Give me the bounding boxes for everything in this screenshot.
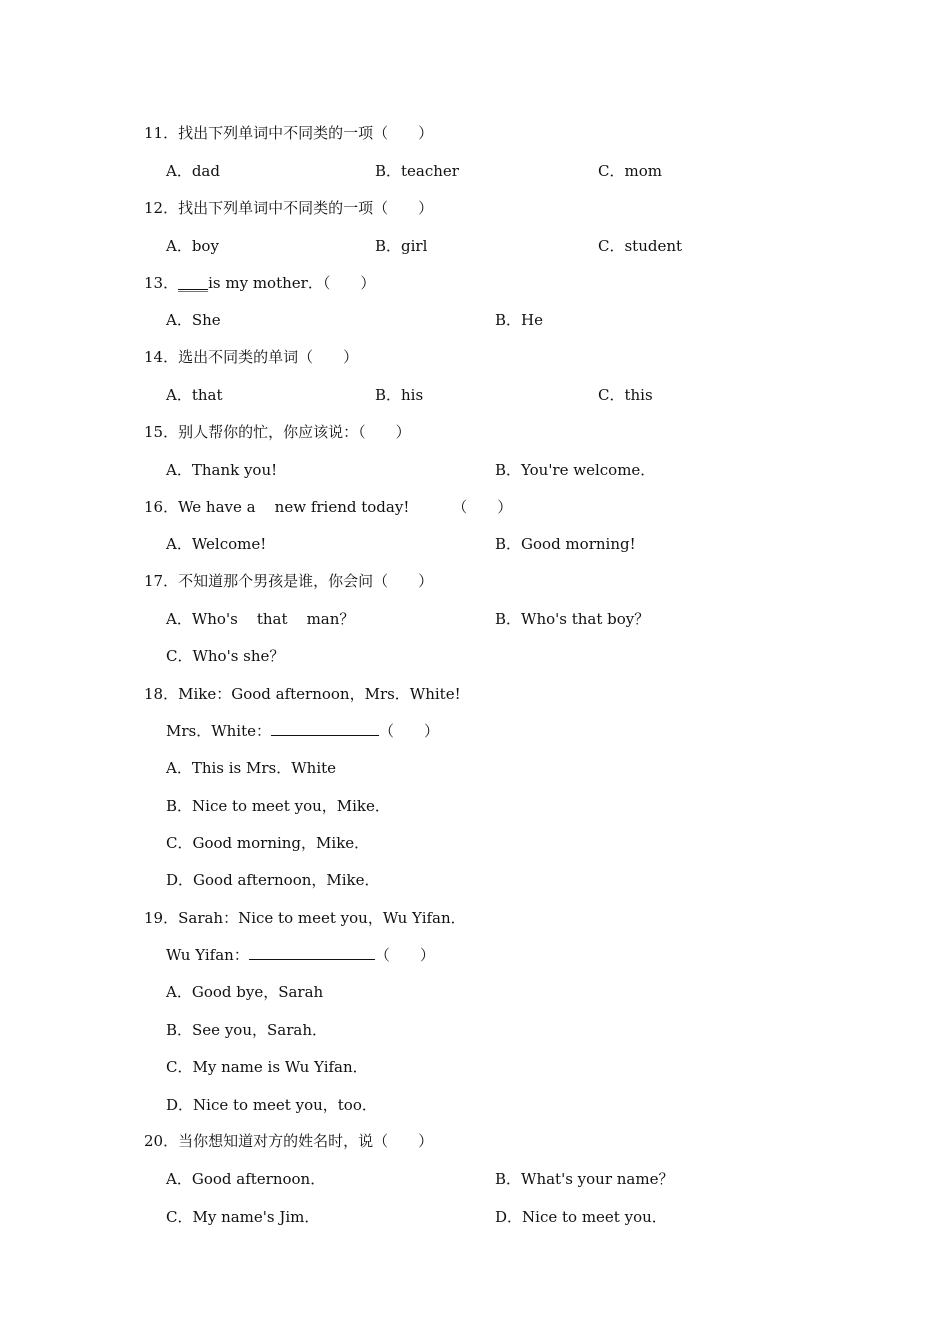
question-18-stem: 18．Mike：Good afternoon，Mrs．White!	[144, 685, 461, 703]
question-11-option-a[interactable]: A．dad	[166, 162, 220, 180]
answer-blank[interactable]	[271, 721, 379, 736]
question-14-option-a[interactable]: A．that	[166, 386, 223, 404]
question-13-option-b[interactable]: B．He	[495, 311, 543, 329]
question-20-stem: 20．当你想知道对方的姓名时，说（ ）	[144, 1132, 434, 1150]
question-20-option-d[interactable]: D．Nice to meet you．	[495, 1208, 667, 1226]
question-12-option-b[interactable]: B．girl	[375, 237, 428, 255]
question-17-stem: 17．不知道那个男孩是谁，你会问（ ）	[144, 572, 434, 590]
question-19-stem: 19．Sarah：Nice to meet you，Wu Yifan．	[144, 909, 466, 927]
question-11-option-c[interactable]: C．mom	[598, 162, 662, 180]
question-18-option-d[interactable]: D．Good afternoon，Mike．	[166, 871, 380, 889]
question-11-stem: 11．找出下列单词中不同类的一项（ ）	[144, 124, 434, 142]
question-17-option-b[interactable]: B．Who's that boy？	[495, 610, 650, 628]
question-18-option-b[interactable]: B．Nice to meet you，Mike．	[166, 797, 390, 815]
question-18-option-c[interactable]: C．Good morning，Mike．	[166, 834, 370, 852]
question-20-option-b[interactable]: B．What's your name？	[495, 1170, 674, 1188]
question-11-option-b[interactable]: B．teacher	[375, 162, 459, 180]
question-16-stem: 16．We have a new friend today! （ ）	[144, 498, 513, 516]
question-12-option-c[interactable]: C．student	[598, 237, 683, 255]
question-17-option-c[interactable]: C．Who's she？	[166, 647, 285, 665]
question-15-option-b[interactable]: B．You're welcome．	[495, 461, 656, 479]
question-16-option-b[interactable]: B．Good morning!	[495, 535, 636, 553]
question-18-reply: Mrs．White： （ ）	[166, 722, 440, 740]
question-19-option-b[interactable]: B．See you，Sarah．	[166, 1021, 327, 1039]
question-14-stem: 14．选出不同类的单词（ ）	[144, 348, 359, 366]
question-12-option-a[interactable]: A．boy	[166, 237, 219, 255]
question-15-option-a[interactable]: A．Thank you!	[166, 461, 278, 479]
question-16-option-a[interactable]: A．Welcome!	[166, 535, 267, 553]
question-19-option-a[interactable]: A．Good bye，Sarah	[166, 983, 324, 1001]
question-14-option-b[interactable]: B．his	[375, 386, 424, 404]
question-19-reply: Wu Yifan： （ ）	[166, 946, 435, 964]
question-17-option-a[interactable]: A．Who's that man？	[166, 610, 355, 628]
question-15-stem: 15．别人帮你的忙，你应该说：（ ）	[144, 423, 411, 441]
question-20-option-c[interactable]: C．My name's Jim．	[166, 1208, 320, 1226]
answer-blank[interactable]	[249, 945, 375, 960]
question-18-option-a[interactable]: A．This is Mrs．White	[166, 759, 337, 777]
fill-in-blank[interactable]: ____	[178, 274, 209, 292]
question-19-option-d[interactable]: D．Nice to meet you，too．	[166, 1096, 377, 1114]
question-13-stem: 13．____is my mother．（ ）	[144, 274, 376, 292]
question-12-stem: 12．找出下列单词中不同类的一项（ ）	[144, 199, 434, 217]
question-14-option-c[interactable]: C．this	[598, 386, 653, 404]
question-13-option-a[interactable]: A．She	[166, 311, 221, 329]
question-19-option-c[interactable]: C．My name is Wu Yifan．	[166, 1058, 368, 1076]
question-20-option-a[interactable]: A．Good afternoon．	[166, 1170, 326, 1188]
